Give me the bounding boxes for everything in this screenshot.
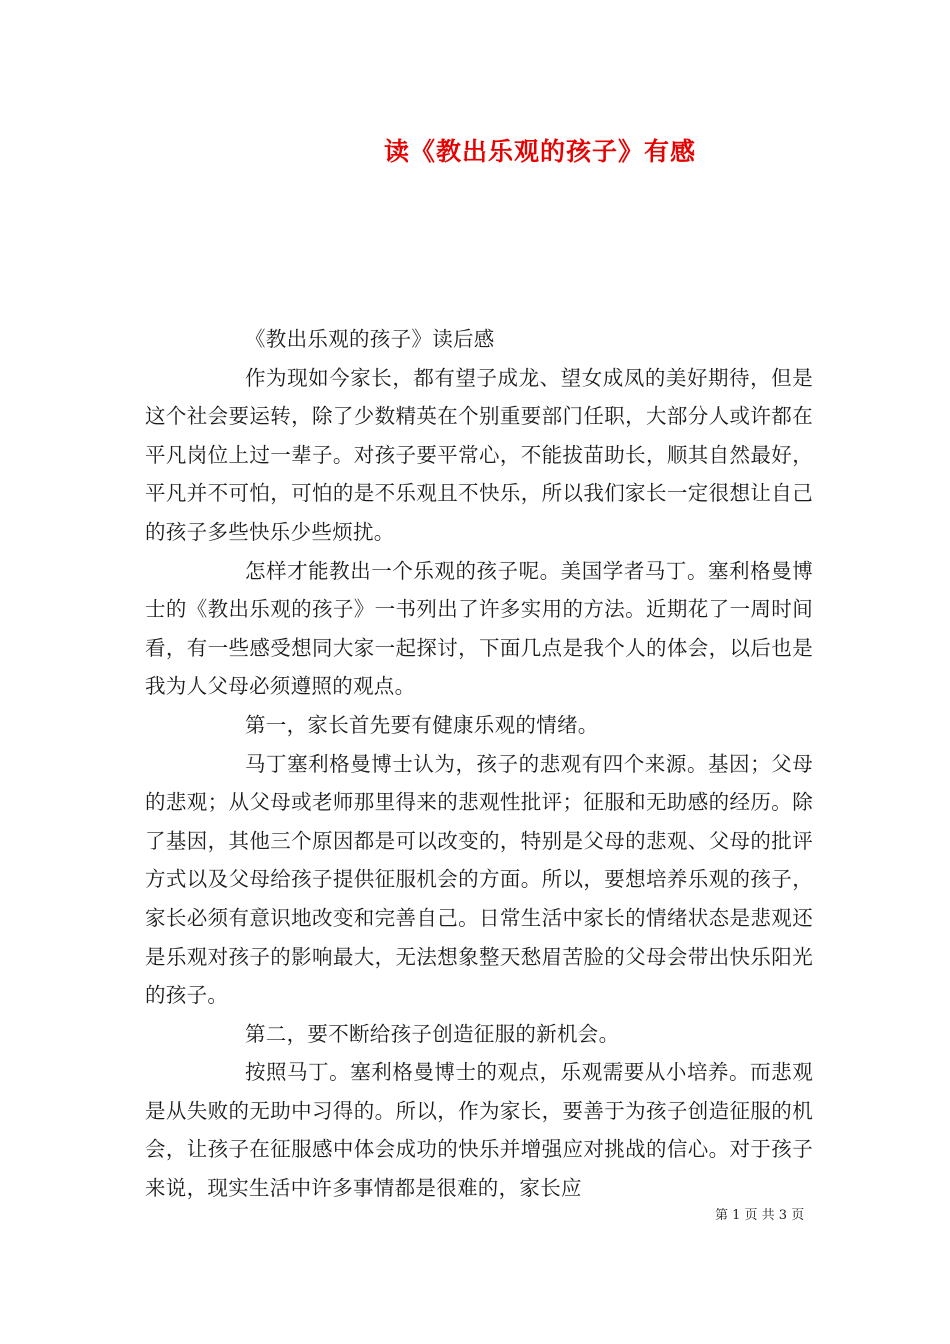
paragraph: 马丁塞利格曼博士认为，孩子的悲观有四个来源。基因；父母的悲观；从父母或老师那里得来的悲观性批评；征服和无助感的经历。除了基因，其他三个原因都是可以改变的，特别是父母的悲观、父母的批评方式以及父母给孩子提供征服机会的方面。所以，要想培养乐观的孩子，家长必须有意识地改变和完善自己。日常生活中家长的情绪状态是悲观还是乐观对孩子的影响最大，无法想象整天愁眉苦脸的父母会带出快乐阳光的孩子。: [145, 751, 813, 1008]
paragraph: 作为现如今家长，都有望子成龙、望女成凤的美好期待，但是这个社会要运转，除了少数精英在个别重要部门任职，大部分人或许都在平凡岗位上过一辈子。对孩子要平常心，不能拔苗助长，顺其自然最好，平凡并不可怕，可怕的是不乐观且不快乐，所以我们家长一定很想让自己的孩子多些快乐少些烦扰。: [145, 365, 813, 544]
document-body: [145, 320, 813, 1208]
page-number-footer: 第 1 页 共 3 页: [715, 1208, 805, 1223]
document-subtitle: 《教出乐观的孩子》读后感: [245, 327, 495, 351]
paragraph: 第一，家长首先要有健康乐观的情绪。: [245, 712, 599, 737]
paragraph: 第二，要不断给孩子创造征服的新机会。: [245, 1021, 620, 1046]
document-title: 读《教出乐观的孩子》有感: [383, 137, 696, 166]
paragraph: 按照马丁。塞利格曼博士的观点，乐观需要从小培养。而悲观是从失败的无助中习得的。所以，作为家长，要善于为孩子创造征服的机会，让孩子在征服感中体会成功的快乐并增强应对挑战的信心。对于孩子来说，现实生活中许多事情都是很难的，家长应: [145, 1060, 813, 1201]
paragraph: 怎样才能教出一个乐观的孩子呢。美国学者马丁。塞利格曼博士的《教出乐观的孩子》一书列出了许多实用的方法。近期花了一周时间看，有一些感受想同大家一起探讨，下面几点是我个人的体会，以后也是我为人父母必须遵照的观点。: [145, 558, 813, 699]
